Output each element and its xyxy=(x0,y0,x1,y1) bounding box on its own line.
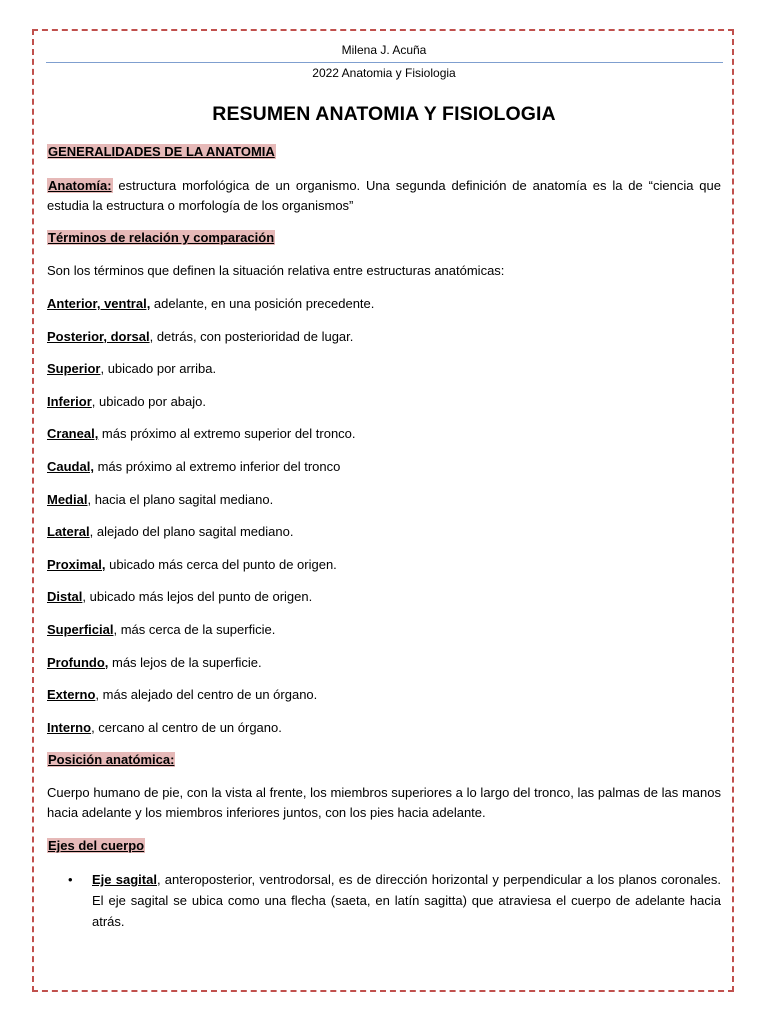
term-row xyxy=(47,359,721,379)
document-title: RESUMEN ANATOMIA Y FISIOLOGIA xyxy=(212,103,556,125)
term-label: Superficial xyxy=(47,622,114,637)
section-heading: Términos de relación y comparación xyxy=(48,230,275,245)
term-label: Externo xyxy=(47,687,96,703)
term-definition: , cercano al centro de un órgano. xyxy=(91,719,282,735)
eje-sagital-text xyxy=(92,869,721,932)
term-label: Anterior, ventral, xyxy=(47,296,151,311)
term-row xyxy=(47,490,721,510)
term-definition: , más alejado del centro de un órgano. xyxy=(95,687,318,703)
term-row xyxy=(47,392,721,412)
term-label: Superior xyxy=(47,361,101,377)
section-terminos xyxy=(47,228,721,248)
term-definition: , ubicado por abajo. xyxy=(91,393,206,409)
section-heading: Posición anatómica: xyxy=(48,752,175,767)
term-row xyxy=(47,587,721,607)
term-definition: más próximo al extremo superior del tronco. xyxy=(98,426,356,442)
term-label: Eje sagital xyxy=(92,872,157,887)
term-row xyxy=(47,620,721,640)
term-row xyxy=(47,457,721,477)
term-definition: , más cerca de la superficie. xyxy=(113,622,276,637)
term-label: Interno xyxy=(47,719,92,735)
term-row xyxy=(47,718,721,738)
section-heading: GENERALIDADES DE LA ANATOMIA xyxy=(48,144,275,159)
term-label: Posterior, dorsal xyxy=(47,328,150,344)
term-row xyxy=(47,424,721,444)
term-label: Caudal, xyxy=(47,459,94,474)
term-definition: , detrás, con posterioridad de lugar. xyxy=(149,328,354,344)
term-definition: más próximo al extremo inferior del tronco xyxy=(93,459,341,474)
term-definition: , ubicado más lejos del punto de origen. xyxy=(82,589,313,605)
term-label: Inferior xyxy=(47,393,92,409)
term-label: Distal xyxy=(47,589,83,605)
term-row xyxy=(47,522,721,542)
bullet-icon: • xyxy=(68,872,73,887)
term-label: Lateral xyxy=(47,524,90,540)
anatomia-definition xyxy=(47,176,721,216)
section-ejes xyxy=(47,836,721,856)
term-row xyxy=(47,555,721,575)
term-label: Anatomía: xyxy=(48,178,112,193)
list-item xyxy=(68,869,721,932)
term-label: Proximal, xyxy=(47,556,106,572)
term-definition: , anteroposterior, ventrodorsal, es de dirección horizontal y perpendicular a los planos coronales. El eje sagital se ubica como una flecha (saeta, en latín sagitta) que atraviesa el cuerpo de adelante hacia atrás. xyxy=(92,872,721,929)
term-definition: más lejos de la superficie. xyxy=(108,654,262,670)
term-definition: ubicado más cerca del punto de origen. xyxy=(105,556,337,572)
term-row xyxy=(47,685,721,705)
term-definition: , ubicado por arriba. xyxy=(100,361,217,377)
term-definition: , alejado del plano sagital mediano. xyxy=(89,524,294,540)
posicion-text: Cuerpo humano de pie, con la vista al frente, los miembros superiores a lo largo del tronco, las palmas de las manos hacia adelante y los miembros inferiores juntos, con los pies hacia adelante. xyxy=(47,785,721,820)
header-divider xyxy=(46,62,723,63)
term-label: Profundo, xyxy=(47,654,109,670)
term-definition: adelante, en una posición precedente. xyxy=(150,296,375,311)
term-row xyxy=(47,327,721,347)
section-posicion xyxy=(47,750,721,770)
term-label: Craneal, xyxy=(47,426,99,442)
header-author: Milena J. Acuña xyxy=(341,43,427,57)
section-heading: Ejes del cuerpo xyxy=(48,838,145,853)
term-definition: , hacia el plano sagital mediano. xyxy=(87,491,274,507)
term-row xyxy=(47,294,721,314)
term-label: Medial xyxy=(47,491,88,507)
header-course: 2022 Anatomia y Fisiologia xyxy=(312,66,456,80)
section-generalidades xyxy=(47,142,721,162)
term-row xyxy=(47,653,721,673)
term-definition: estructura morfológica de un organismo. Una segunda definición de anatomía es la de “ciencia que estudia la estructura o morfología de los organismos” xyxy=(47,178,721,213)
terminos-intro: Son los términos que definen la situación relativa entre estructuras anatómicas: xyxy=(47,263,505,278)
